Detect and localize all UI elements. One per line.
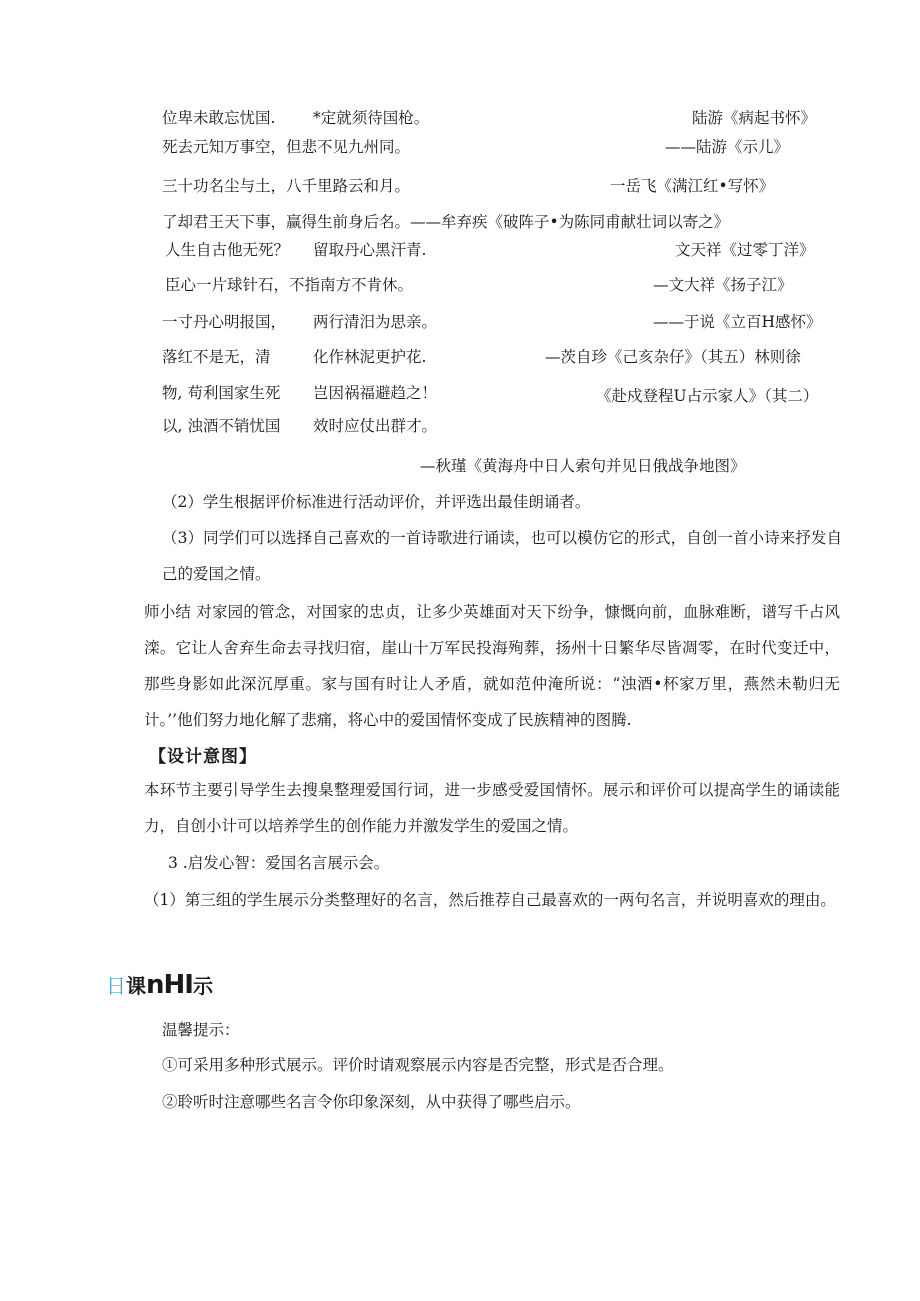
poem-10-line-a: 以, 浊酒不销忧国: [162, 417, 281, 435]
poem-8-line-a: 落红不是无，清: [162, 348, 271, 366]
tip-1: ①可采用多种形式展示。评价时请观察展示内容是否完整，形式是否合理。: [162, 1056, 674, 1074]
item-3-title: 3 .启发心智：爱国名言展示会。: [168, 854, 390, 872]
poem-8-line-b: 化作林泥更护花.: [313, 348, 427, 366]
poem-9-line-a: 物, 苟利国家生死: [162, 384, 281, 402]
poem-3-source: 一岳飞《满江红•写怀》: [610, 177, 775, 195]
poem-7-line-b: 两行清汨为思亲。: [313, 313, 438, 331]
poem-2-line-a: 死去元知万事空，但悲不见九州同。: [162, 138, 411, 156]
heading-part-c: 示: [192, 974, 213, 998]
poem-1-line-a: 位卑未敢忘忧国.: [162, 109, 276, 127]
paragraph-recite: （3）同学们可以选择自己喜欢的一首诗歌进行诵读，也可以模仿它的形式，自创一首小诗来抒发自己的爱国之情。: [162, 529, 842, 583]
item-3-1-text: （1）第三组的学生展示分类整理好的名言，然后推荐自己最喜欢的一两句名言，并说明喜欢的理由。: [144, 891, 836, 909]
poem-5-line-a: 人生自古他无死？: [165, 241, 290, 259]
square-icon: 日: [106, 974, 126, 998]
poem-1-line-b: *定就须待国枪。: [313, 109, 430, 127]
poem-4-line-a: 了却君王天下事，赢得生前身后名。——牟弃疾《破阵子•为陈同甫献壮词以寄之》: [162, 213, 730, 231]
activity-tips-heading: [106, 970, 213, 1001]
poem-6-line-a: 臣心一片球针石，不指南方不肯休。: [165, 276, 414, 294]
paragraph-summary: 师小结 对家园的管念，对国家的忠贞，让多少英雄面对天下纷争，慷慨向前，血脉难断，谱写千占风滦。它让人舍弃生命去寻找归宿，崖山十万军民投海殉葬，扬州十日繁华尽皆凋零，在时代变迁中，那些身影如此深沉厚重。家与国有时让人矛盾，就如范仲淹所说：“浊酒•杯家万里，燕然未勒归无计。’’他们努力地化解了悲痛，将心中的爱国情怀变成了民族精神的图腾.: [144, 603, 840, 729]
tip-2: ②聆听时注意哪些名言令你印象深刻，从中获得了哪些启示。: [162, 1093, 581, 1111]
heading-part-a: 课: [126, 974, 146, 998]
poem-10-line-b: 效时应仗出群才。: [313, 417, 438, 435]
poem-1-source: 陆游《病起书怀》: [692, 109, 817, 127]
poem-2-source: ——陆游《示儿》: [665, 138, 790, 156]
poem-9-line-b: 岂因祸福避趋之！: [313, 384, 438, 402]
tips-title: 温馨提示：: [162, 1021, 240, 1039]
poem-5-line-b: 留取丹心黑汗青.: [313, 241, 427, 259]
design-intent-heading: 【设计意图】: [149, 747, 257, 767]
poem-8-source: —茨自珍《己亥杂仔》（其五）林则徐: [545, 348, 801, 366]
paragraph-evaluation: （2）学生根据评价标准进行活动评价，并评选出最佳朗诵者。: [162, 493, 591, 511]
poem-10-source: —秋瑾《黄海舟中日人索句并见日俄战争地图》: [420, 457, 746, 475]
poem-7-source: ——于说《立百H感怀》: [653, 313, 822, 331]
heading-part-b: nHI: [146, 970, 193, 1000]
poem-5-source: 文天祥《过零丁洋》: [675, 241, 815, 259]
poem-6-source: —文大祥《扬子江》: [653, 276, 793, 294]
poem-3-line-a: 三十功名尘与土，八千里路云和月。: [162, 177, 411, 195]
design-intent-text: 本环节主要引导学生去搜臬整理爱国行词，进一步感受爱国情怀。展示和评价可以提高学生的诵读能力，自创小计可以培养学生的创作能力并激发学生的爱国之情。: [144, 781, 840, 835]
poem-9-source: 《赴戍登程U占示家人》（其二）: [596, 387, 819, 405]
poem-7-line-a: 一寸丹心明报国，: [162, 313, 287, 331]
